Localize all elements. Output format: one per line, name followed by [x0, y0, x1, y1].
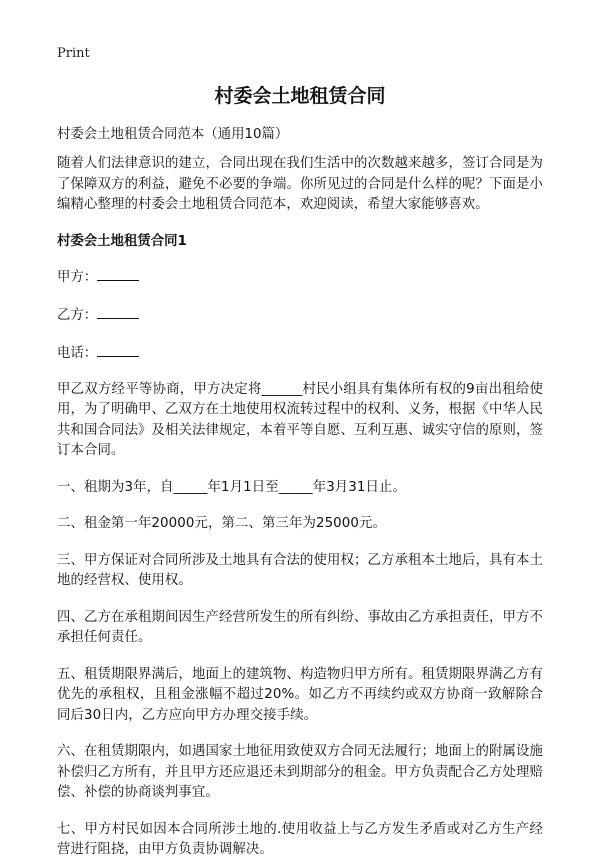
phone-label: 电话： [57, 345, 98, 361]
contract-clause-5: 五、租赁期限界满后，地面上的建筑物、构造物归甲方所有。租赁期限界满乙方有优先的承租权，且租金涨幅不超过20%。如乙方不再续约或双方协商一致解除合同后30日内，乙方应向甲方办理交接手续。 [57, 666, 543, 723]
contract-clause-2: 二、租金第一年20000元，第二、第三年为25000元。 [57, 516, 387, 531]
party-a-field [57, 266, 543, 288]
phone-blank [97, 342, 139, 357]
intro-paragraph: 随着人们法律意识的建立，合同出现在我们生活中的次数越来越多，签订合同是为了保障双方的利益，避免不必要的争端。你所见过的合同是什么样的呢？下面是小编精心整理的村委会土地租赁合同范本，欢迎阅读，希望大家能够喜欢。 [57, 156, 543, 212]
document-subtitle: 村委会土地租赁合同范本（通用10篇） [57, 127, 289, 142]
print-link[interactable]: Print [57, 46, 90, 61]
party-b-blank [97, 304, 139, 319]
contract-paragraph-preamble: 甲乙双方经平等协商，甲方决定将______村民小组具有集体所有权的9亩出租给使用，为了明确甲、乙双方在土地使用权流转过程中的权利、义务，根据《中华人民共和国合同法》及相关法律规定，本着平等自愿、互利互惠、诚实守信的原则，签订本合同。 [57, 381, 543, 458]
phone-field [57, 342, 543, 364]
contract-clause-7: 七、甲方村民如因本合同所涉土地的.使用收益上与乙方发生矛盾或对乙方生产经营进行阻挠，由甲方负责协调解决。 [57, 821, 543, 857]
party-a-blank [97, 266, 139, 281]
party-b-label: 乙方： [57, 307, 98, 323]
contract-clause-6: 六、在租赁期限内，如遇国家土地征用致使双方合同无法履行；地面上的附属设施补偿归乙方所有，并且甲方还应退还未到期部分的租金。甲方负责配合乙方处理赔偿、补偿的协商谈判事宜。 [57, 744, 543, 800]
contract-clause-1: 一、租期为3年，自_____年1月1日至_____年3月31日止。 [57, 479, 407, 495]
section-heading: 村委会土地租赁合同1 [57, 233, 187, 249]
contract-clause-4: 四、乙方在承租期间因生产经营所发生的所有纠纷、事故由乙方承担责任，甲方不承担任何责任。 [57, 609, 543, 645]
party-a-label: 甲方： [57, 269, 98, 285]
document-title: 村委会土地租赁合同 [214, 85, 386, 107]
party-b-field [57, 304, 543, 326]
contract-clause-3: 三、甲方保证对合同所涉及土地具有合法的使用权；乙方承租本土地后，具有本土地的经营权、使用权。 [57, 552, 543, 588]
